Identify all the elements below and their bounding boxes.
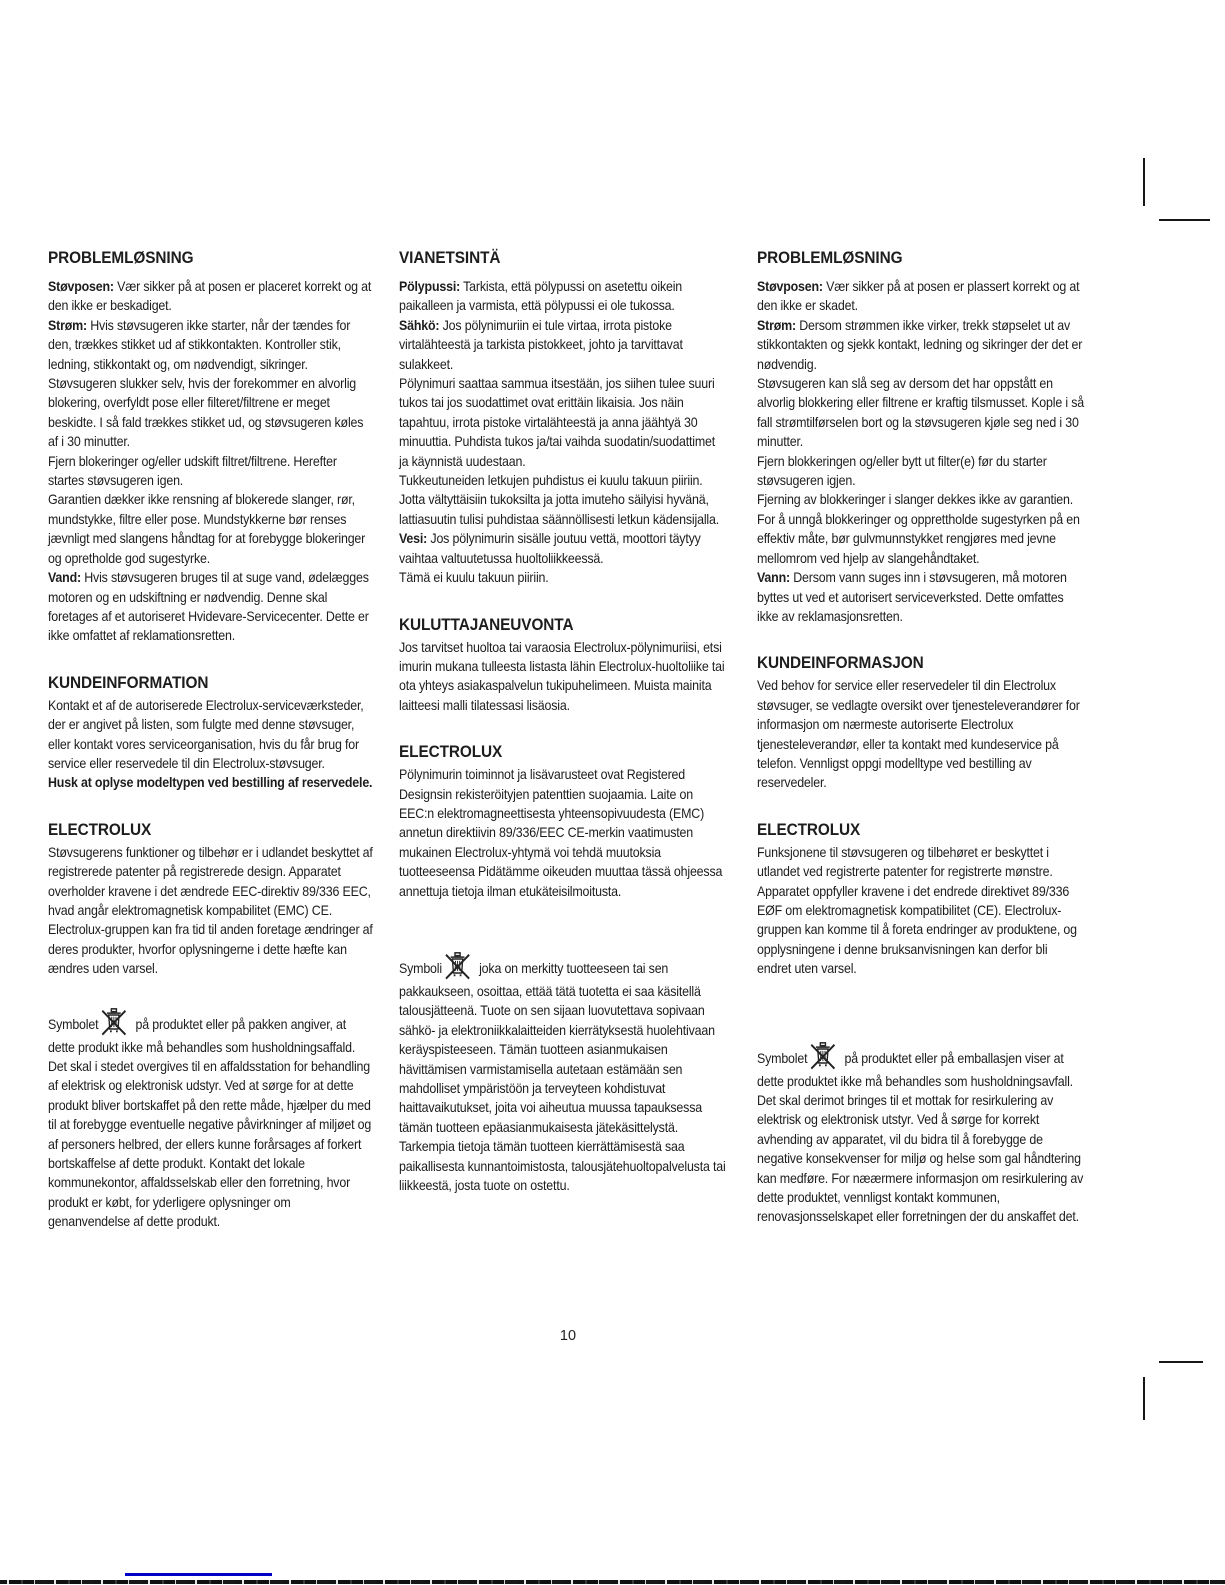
weee-crossed-bin-icon [444, 949, 471, 982]
text-run: på produktet eller på emballasjen viser at dette produktet ikke må behandles som husholdningsavfall. Det skal derimot bringes til et mottak for resirkulering av elektrisk og elektronisk utstyr. Ved å sørge for korrekt avhending av apparatet, vil du bidra til å forebygge de negative konsekvenser for miljø og helse som gal håndtering kan medføre. For næærmere informasjon om resirkulering av dette produktet, vennligst kontakt kommunen, renovasjonsselskapet eller forretningen der du anskaffet det. [757, 1050, 1084, 1225]
section-kuluttajaneuvonta [399, 614, 727, 716]
blue-rule [125, 1573, 272, 1576]
section-heading: KUNDEINFORMASJON [757, 653, 924, 673]
paragraph [757, 277, 1085, 316]
text-run: Tämä ei kuulu takuun piiriin. [399, 570, 549, 586]
column-danish [48, 247, 376, 1232]
crop-mark-top-horizontal [1159, 219, 1210, 221]
bold-run: Støvposen: [757, 279, 823, 294]
paragraph [399, 471, 727, 490]
text-run: Dersom vann suges inn i støvsugeren, må motoren byttes ut ved et autorisert serviceverksted. Dette omfattes ikke av reklamasjonsretten. [757, 570, 1067, 624]
text-run: Electrolux-gruppen kan fra tid til anden foretage ændringer af deres produkter, hvorfor oplysningerne i dette hæfte kan ændres uden varsel. [48, 922, 373, 977]
text-run: Hvis støvsugeren ikke starter, når der tændes for den, trækkes stikket ud af stikkontakten. Kontroller stik, ledning, stikkontakt og, om nødvendigt, sikringer. [48, 317, 351, 372]
section-heading: KULUTTAJANEUVONTA [399, 614, 574, 634]
text-run: joka on merkitty tuotteeseen tai sen pakkaukseen, osoittaa, ettää tätä tuotetta ei saa käsitellä talousjätteenä. Tuote on sen sijaan luovutettava sopivaan sähkö- ja elektroniikkalaitteiden kierrätyksestä huolehtivaan keräyspisteeseen. Tämän tuotteen asianmukaisen hävittämisen varmistamisella autetaan estämään sen mahdolliset ympäristöön ja terveyteen kohdistuvat haittavaikutukset, joita voi aiheutua muussa tapauksessa tämän tuotteen epäasianmukaisesta jätekäsittelystä. Tarkempia tietoja tämän tuotteen kierrättämisestä saa paikallisesta kunnantoimistosta, talousjätehuoltopalvelusta tai liikkeestä, josta tuote on ostettu. [399, 960, 726, 1194]
bold-run: Vann: [757, 570, 790, 586]
text-run: Symboli [399, 960, 442, 976]
paragraph [757, 676, 1085, 792]
text-run: Fjern blokkeringen og/eller bytt ut filter(e) før du starter støvsugeren igjen. [757, 453, 1047, 489]
text-run: Symbolet [48, 1016, 99, 1032]
section-heading: VIANETSINTÄ [399, 248, 501, 267]
paragraph [399, 568, 727, 587]
paragraph [399, 374, 727, 471]
paragraph [399, 638, 727, 716]
text-run: Støvsugeren slukker selv, hvis der forekommer en alvorlig blokering, overfyldt pose eller filteret/filtrene er meget beskidte. I så fald trækkes stikket ud, og støvsugeren køles af i 30 minutter. [48, 376, 364, 450]
paragraph [48, 316, 376, 374]
paragraph [399, 490, 727, 529]
paragraph [399, 765, 727, 901]
paragraph [757, 374, 1085, 452]
text-run: Jos tarvitset huoltoa tai varaosia Electrolux-pölynimuriisi, etsi imurin mukana tulleesta listasta lähin Electrolux-huoltoliike tai ota yhteys asiakaspalvelun tukipuhelimeen. Muista mainita laitteesi malli tilatessasi lisäosia. [399, 639, 725, 713]
scan-edge-artifact [0, 1580, 1225, 1584]
section-problemlosning-no [757, 247, 1085, 626]
paragraph [757, 843, 1085, 979]
text-run: Pölynimurin toiminnot ja lisävarusteet ovat Registered Designsin rekisteröityjen patenttien suojaamia. Laite on EEC:n elektromagneettisesta yhteensopivuudesta (EMC) annetun direktiivin 89/336/EEC CE-merkin vaatimusten mukainen Electrolux-yhtymä voi tehdä muutoksia tuotteeseensa Pidätämme oikeuden muuttaa tässä ohjeessa annettuja tietoja ilman etukäteisilmoitusta. [399, 767, 723, 899]
column-norwegian [757, 247, 1085, 1227]
paragraph [399, 277, 727, 316]
weee-symbol-paragraph [48, 1005, 376, 1232]
bold-run: Husk at oplyse modeltypen ved bestilling af reservedele. [48, 775, 373, 791]
text-run: Funksjonene til støvsugeren og tilbehøret er beskyttet i utlandet ved registrerte patenter for registrerte mønstre. Apparatet oppfyller kravene i det endrede direktivet 89/336 EØF om elektromagnetisk kompatibilitet (CE). Electrolux-gruppen kan komme til å foreta endringer av produktene, og opplysningene i denne bruksanvisningen kan derfor bli endret uten varsel. [757, 844, 1077, 977]
text-run: Tukkeutuneiden letkujen puhdistus ei kuulu takuun piiriin. [399, 473, 703, 489]
paragraph [48, 920, 376, 978]
paragraph [48, 696, 376, 774]
section-problemlosning-da [48, 247, 376, 646]
text-run: Hvis støvsugeren bruges til at suge vand, ødelægges motoren og en udskiftning er nødvendig. Denne skal foretages af et autoriseret Hvidevare-Servicecenter. Dette er ikke omfattet af reklamationsretten. [48, 570, 369, 644]
crop-mark-bottom-vertical [1143, 1377, 1145, 1420]
text-run: Pölynimuri saattaa sammua itsestään, jos siihen tulee suuri tukos tai jos suodattimet ovat erittäin likaisia. Jos näin tapahtuu, irrota pistoke virtalähteestä ja anna jäähtyä 30 minuuttia. Puhdista tukos ja/tai vaihda suodatin/suodattimet ja käynnistä uudestaan. [399, 376, 716, 469]
text-run: Jos pölynimurin sisälle joutuu vettä, moottori täytyy vaihtaa valtuutetussa huoltoliikkeessä. [399, 531, 701, 566]
text-run: Vær sikker på at posen er plassert korrekt og at den ikke er skadet. [757, 279, 1080, 314]
text-run: Støvsugeren kan slå seg av dersom det har oppstått en alvorlig blokkering eller filtrene er kraftig tilsmusset. Kople i så fall strømtilførselen bort og la støvsugeren kjøle seg ned i 30 minutter. [757, 376, 1084, 450]
bold-run: Støvposen: [48, 279, 114, 294]
column-finnish [399, 247, 727, 1195]
paragraph [48, 843, 376, 921]
section-electrolux-no [757, 819, 1085, 979]
paragraph [48, 374, 376, 452]
text-run: Jotta vältyttäisiin tukoksilta ja jotta imuteho säilyisi hyvänä, lattiasuutin tulisi puhdistaa säännöllisesti letkun kädensijalla. [399, 492, 719, 527]
text-run: Fjern blokeringer og/eller udskift filtret/filtrene. Herefter startes støvsugeren igen. [48, 453, 337, 489]
bold-run: Pölypussi: [399, 279, 461, 294]
bold-run: Strøm: [48, 317, 87, 333]
section-vianetsinta [399, 247, 727, 588]
paragraph [757, 452, 1085, 491]
text-run: Dersom strømmen ikke virker, trekk støpselet ut av stikkontakten og sjekk kontakt, ledning og sikringer der det er nødvendig. [757, 317, 1083, 372]
section-electrolux-fi [399, 741, 727, 901]
text-run: på produktet eller på pakken angiver, at dette produkt ikke må behandles som husholdningsaffald. Det skal i stedet overgives til en affaldsstation for behandling af elektrisk og elektronisk udstyr. Ved at sørge for at dette produkt bliver bortskaffet på den rette måde, hjælper du med til at forebygge eventuelle negative påvirkninger af miljøet og af personers helbred, der ellers kunne forårsages af forkert bortskaffelse af dette produkt. Kontakt det lokale kommunekontor, affaldsselskab eller den forretning, hvor produkt er købt, for yderligere oplysninger om genanvendelse af dette produkt. [48, 1016, 372, 1230]
paragraph [48, 773, 376, 792]
section-heading: ELECTROLUX [757, 819, 861, 839]
section-kundeinformasjon-no [757, 652, 1085, 792]
weee-crossed-bin-icon [809, 1039, 836, 1072]
paragraph [48, 490, 376, 568]
section-heading: ELECTROLUX [399, 742, 503, 762]
text-run: Jos pölynimuriin ei tule virtaa, irrota pistoke virtalähteestä ja tarkista pistokkeet, johto ja tarvittavat sulakkeet. [399, 317, 683, 372]
paragraph [399, 529, 727, 568]
text-run: Symbolet [757, 1050, 808, 1066]
bold-run: Vand: [48, 570, 81, 586]
section-heading: PROBLEMLØSNING [48, 248, 194, 267]
paragraph [399, 316, 727, 374]
paragraph [757, 490, 1085, 568]
page-number: 10 [559, 1328, 577, 1344]
paragraph [48, 568, 376, 646]
text-run: Ved behov for service eller reservedeler til din Electrolux støvsuger, se vedlagte oversikt over tjenesteleverandører for informasjon om nærmeste autoriserte Electrolux tjenesteleverandør, eller ta kontakt med kundeservice på telefon. Vennligst oppgi modelltype ved bestilling av reservedeler. [757, 678, 1080, 791]
bold-run: Sähkö: [399, 317, 440, 333]
text-run: Vær sikker på at posen er placeret korrekt og at den ikke er beskadiget. [48, 279, 372, 314]
text-run: Fjerning av blokkeringer i slanger dekkes ikke av garantien. For å unngå blokkeringer og opprettholde sugestyrken på en effektiv måte, bør gulvmunnstykket rengjøres med jevne mellomrom ved hjelp av slangehåndtaket. [757, 492, 1080, 566]
text-run: Støvsugerens funktioner og tilbehør er i udlandet beskyttet af registrerede patenter på registrerede design. Apparatet overholder kravene i det ændrede EEC-direktiv 89/336 EEC, hvad angår elektromagnetisk kompabilitet (EMC) CE. [48, 844, 373, 918]
paragraph [757, 316, 1085, 374]
crop-mark-bottom-horizontal [1159, 1361, 1203, 1363]
weee-symbol-paragraph [399, 949, 727, 1195]
section-heading: PROBLEMLØSNING [757, 248, 903, 267]
weee-crossed-bin-icon [100, 1005, 127, 1038]
weee-symbol-paragraph [757, 1039, 1085, 1227]
text-run: Garantien dækker ikke rensning af blokerede slanger, rør, mundstykke, filtre eller pose. Mundstykkerne bør renses jævnligt med slangens håndtag for at forebygge blokeringer og opretholde god sugestyrke. [48, 492, 366, 566]
paragraph [48, 452, 376, 491]
text-run: Kontakt et af de autoriserede Electrolux-serviceværksteder, der er angivet på listen, som fulgte med denne støvsuger, eller kontakt vores serviceorganisation, hvis du får brug for service eller reservedele til din Electrolux-støvsuger. [48, 697, 364, 771]
crop-mark-top-vertical [1143, 158, 1145, 206]
section-electrolux-da [48, 819, 376, 979]
paragraph [757, 568, 1085, 626]
section-heading: KUNDEINFORMATION [48, 672, 209, 692]
text-run: Tarkista, että pölypussi on asetettu oikein paikalleen ja varmista, että pölypussi ei ole tukossa. [399, 279, 683, 314]
bold-run: Strøm: [757, 317, 796, 333]
section-heading: ELECTROLUX [48, 819, 152, 839]
paragraph [48, 277, 376, 316]
bold-run: Vesi: [399, 531, 428, 547]
section-kundeinformation-da [48, 672, 376, 793]
